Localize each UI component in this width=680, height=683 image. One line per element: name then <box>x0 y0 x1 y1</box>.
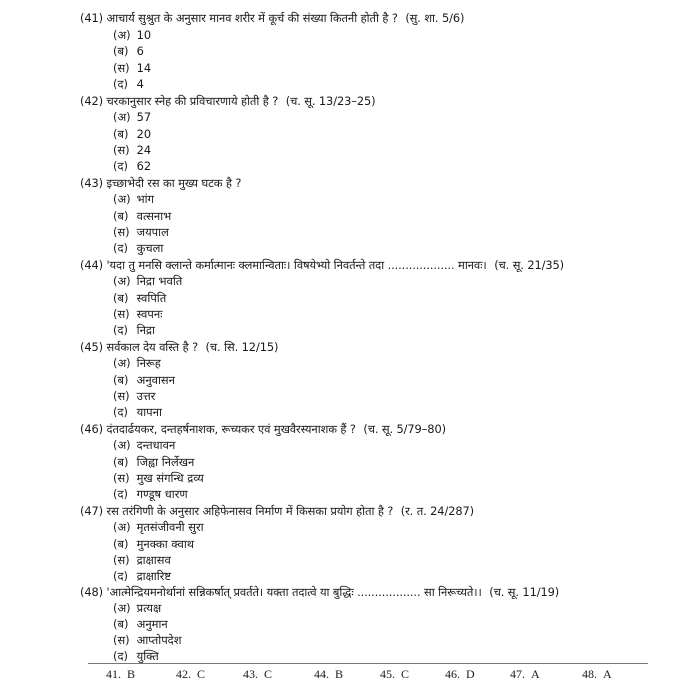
answer-46: 46. D <box>445 667 475 681</box>
answer-key <box>88 663 648 682</box>
question-text: 'यदा तु मनसि क्लान्ते कर्मात्मानः क्लमान्विताः। विषयेभ्यो निवर्तन्ते तदा ................... मानवः। <box>106 258 487 272</box>
option-43-b: (ब) वत्सनाभ <box>113 209 172 223</box>
question-number: (41) <box>80 11 103 25</box>
option-42-c: (स) 24 <box>113 143 152 157</box>
question-reference: (च. सू. 13/23–25) <box>285 94 376 108</box>
answer-41: 41. B <box>106 667 136 681</box>
option-45-b: (ब) अनुवासन <box>113 373 175 387</box>
option-42-a: (अ) 57 <box>113 110 152 124</box>
option-42-d: (द) 62 <box>113 159 152 173</box>
question-text: 'आत्मेन्द्रियमनोर्थानां सन्निकर्षात् प्रवर्तते। यक्ता तदात्वे या बुद्धिः .................. सा निरूच्यते।। <box>106 585 482 599</box>
question-text: इच्छाभेदी रस का मुख्य घटक है ? <box>106 176 242 190</box>
question-number: (42) <box>80 94 103 108</box>
question-45 <box>80 340 278 354</box>
question-41 <box>80 11 464 25</box>
question-text: चरकानुसार स्नेह की प्रविचारणाये होती है ? <box>106 94 279 108</box>
option-46-a: (अ) दन्तधावन <box>113 438 176 452</box>
option-46-c: (स) मुख संगन्धि द्रव्य <box>113 471 204 485</box>
question-number: (46) <box>80 422 103 436</box>
question-number: (47) <box>80 504 103 518</box>
option-48-d: (द) युक्ति <box>113 649 159 663</box>
option-48-b: (ब) अनुमान <box>113 617 168 631</box>
option-48-c: (स) आप्तोपदेश <box>113 633 182 647</box>
question-reference: (च. सू. 21/35) <box>494 258 565 272</box>
answer-43: 43. C <box>243 667 273 681</box>
option-47-c: (स) द्राक्षासव <box>113 553 171 567</box>
option-45-a: (अ) निरूह <box>113 356 161 370</box>
question-reference: (च. सि. 12/15) <box>205 340 279 354</box>
option-43-a: (अ) भांग <box>113 192 154 206</box>
option-42-b: (ब) 20 <box>113 127 152 141</box>
answer-48: 48. A <box>582 667 612 681</box>
question-text: रस तरंगिणी के अनुसार अहिफेनासव निर्माण में किसका प्रयोग होता है ? <box>106 504 394 518</box>
question-44 <box>80 258 564 272</box>
answer-42: 42. C <box>176 667 206 681</box>
option-41-b: (ब) 6 <box>113 44 144 58</box>
option-46-b: (ब) जिह्वा निर्लेखन <box>113 455 195 469</box>
question-number: (45) <box>80 340 103 354</box>
option-46-d: (द) गण्डूष धारण <box>113 487 188 501</box>
option-44-d: (द) निद्रा <box>113 323 155 337</box>
question-48 <box>80 585 559 599</box>
option-48-a: (अ) प्रत्यक्ष <box>113 601 162 615</box>
question-number: (43) <box>80 176 103 190</box>
option-44-b: (ब) स्वपिति <box>113 291 167 305</box>
question-text: आचार्य सुश्रुत के अनुसार मानव शरीर में कूर्च की संख्या कितनी होती है ? <box>106 11 398 25</box>
question-text: सर्वकाल देय वस्ति है ? <box>106 340 199 354</box>
option-41-c: (स) 14 <box>113 61 152 75</box>
option-43-d: (द) कुचला <box>113 241 164 255</box>
option-43-c: (स) जयपाल <box>113 225 169 239</box>
answer-45: 45. C <box>380 667 410 681</box>
option-41-a: (अ) 10 <box>113 28 152 42</box>
question-reference: (सु. शा. 5/6) <box>405 11 465 25</box>
answer-44: 44. B <box>314 667 344 681</box>
question-reference: (र. त. 24/287) <box>400 504 474 518</box>
question-42 <box>80 94 375 108</box>
question-number: (48) <box>80 585 103 599</box>
question-43 <box>80 176 245 190</box>
option-47-d: (द) द्राक्षारिष्ट <box>113 569 172 583</box>
question-46 <box>80 422 446 436</box>
option-47-a: (अ) मृतसंजीवनी सुरा <box>113 520 204 534</box>
option-45-c: (स) उत्तर <box>113 389 156 403</box>
option-45-d: (द) यापना <box>113 405 162 419</box>
question-text: दंतदार्ढयकर, दन्तहर्षनाशक, रूच्यकर एवं मुखवैरस्यनाशक हैं ? <box>106 422 356 436</box>
option-44-a: (अ) निद्रा भवति <box>113 274 183 288</box>
option-41-d: (द) 4 <box>113 77 144 91</box>
question-number: (44) <box>80 258 103 272</box>
option-47-b: (ब) मुनक्का क्वाथ <box>113 537 195 551</box>
option-44-c: (स) स्वपनः <box>113 307 163 321</box>
answer-47: 47. A <box>510 667 540 681</box>
question-reference: (च. सू. 11/19) <box>489 585 560 599</box>
question-reference: (च. सू. 5/79–80) <box>363 422 446 436</box>
question-47 <box>80 504 474 518</box>
